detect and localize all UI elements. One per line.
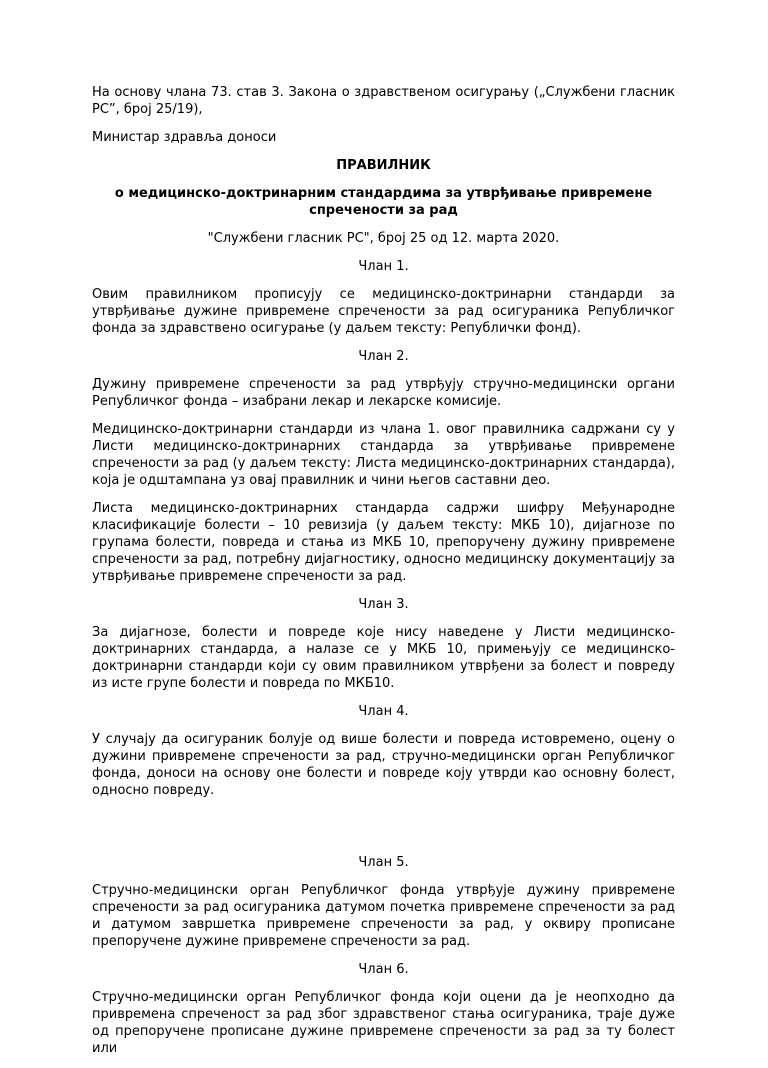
article-3-heading: Члан 3.: [358, 597, 409, 612]
article-5-paragraph-1: Стручно-медицински орган Републичког фонда утврђује дужину привремене спречености за рад осигураника датумом почетка привремене спречености за рад и датумом завршетка привремене спречености за рад, у оквиру прописане препоручене дужине привремене спречености за рад.: [92, 883, 675, 949]
article-5-heading: Члан 5.: [358, 855, 409, 870]
article-3-paragraph-1: За дијагнозе, болести и повреде које нису наведене у Листи медицинско-доктринарних стандарда, а налазе се у МКБ 10, примењују се медицинско-доктринарни стандарди који су овим правилником утврђени за болест и повреду из исте групе болести и повреда по МКБ10.: [92, 625, 675, 691]
article-4-paragraph-1: У случају да осигураник болује од више болести и повреда истовремено, оцену о дужини привремене спречености за рад, стручно-медицински орган Републичког фонда, доноси на основу оне болести и повреде коју утврди као основну болест, односно повреду.: [92, 732, 675, 798]
article-1-paragraph-1: Овим правилником прописују се медицинско-доктринарни стандарди за утврђивање дужине привремене спречености за рад осигураника Републичког фонда за здравствено осигурање (у даљем тексту: Републички фонд).: [92, 287, 675, 336]
article-4-heading: Члан 4.: [358, 704, 409, 719]
article-6-paragraph-1: Стручно-медицински орган Републичког фонда који оцени да је неопходно да привремена спреченост за рад због здравственог стања осигураника, траје дуже од препоручене прописане дужине привремене спречености за рад за ту болест или: [92, 990, 675, 1056]
minister-line: Министар здравља доноси: [92, 130, 277, 145]
document-subtitle: о медицинско-доктринарним стандардима за утврђивање привремене спречености за рад: [114, 186, 653, 218]
document-title: ПРАВИЛНИК: [336, 158, 431, 173]
article-6-heading: Члан 6.: [358, 962, 409, 977]
intro-paragraph: На основу члана 73. став 3. Закона о здравственом осигурању („Службени гласник РС”, број 25/19),: [92, 85, 675, 117]
article-2-paragraph-1: Дужину привремене спречености за рад утврђују стручно-медицински органи Републичког фонда – изабрани лекар и лекарске комисије.: [92, 377, 675, 409]
page-gap: [92, 810, 675, 854]
article-2-paragraph-3: Листа медицинско-доктринарних стандарда садржи шифру Међународне класификације болести – 10 ревизија (у даљем тексту: МКБ 10), дијагнозе по групама болести, повреда и стања из МКБ 10, препоручену дужину привремене спречености за рад, потребну дијагностику, односно медицинску документацију за утврђивање привремене спречености за рад.: [92, 501, 675, 584]
article-2-heading: Члан 2.: [358, 349, 409, 364]
gazette-reference: "Службени гласник РС", број 25 од 12. марта 2020.: [207, 231, 560, 246]
document-page: [92, 84, 675, 1068]
article-1-heading: Члан 1.: [358, 259, 409, 274]
article-2-paragraph-2: Медицинско-доктринарни стандарди из члана 1. овог правилника садржани су у Листи медицинско-доктринарних стандарда за утврђивање привремене спречености за рад (у даљем тексту: Листа медицинско-доктринарних стандарда), која је одштампана уз овај правилник и чини његов саставни део.: [92, 422, 675, 488]
